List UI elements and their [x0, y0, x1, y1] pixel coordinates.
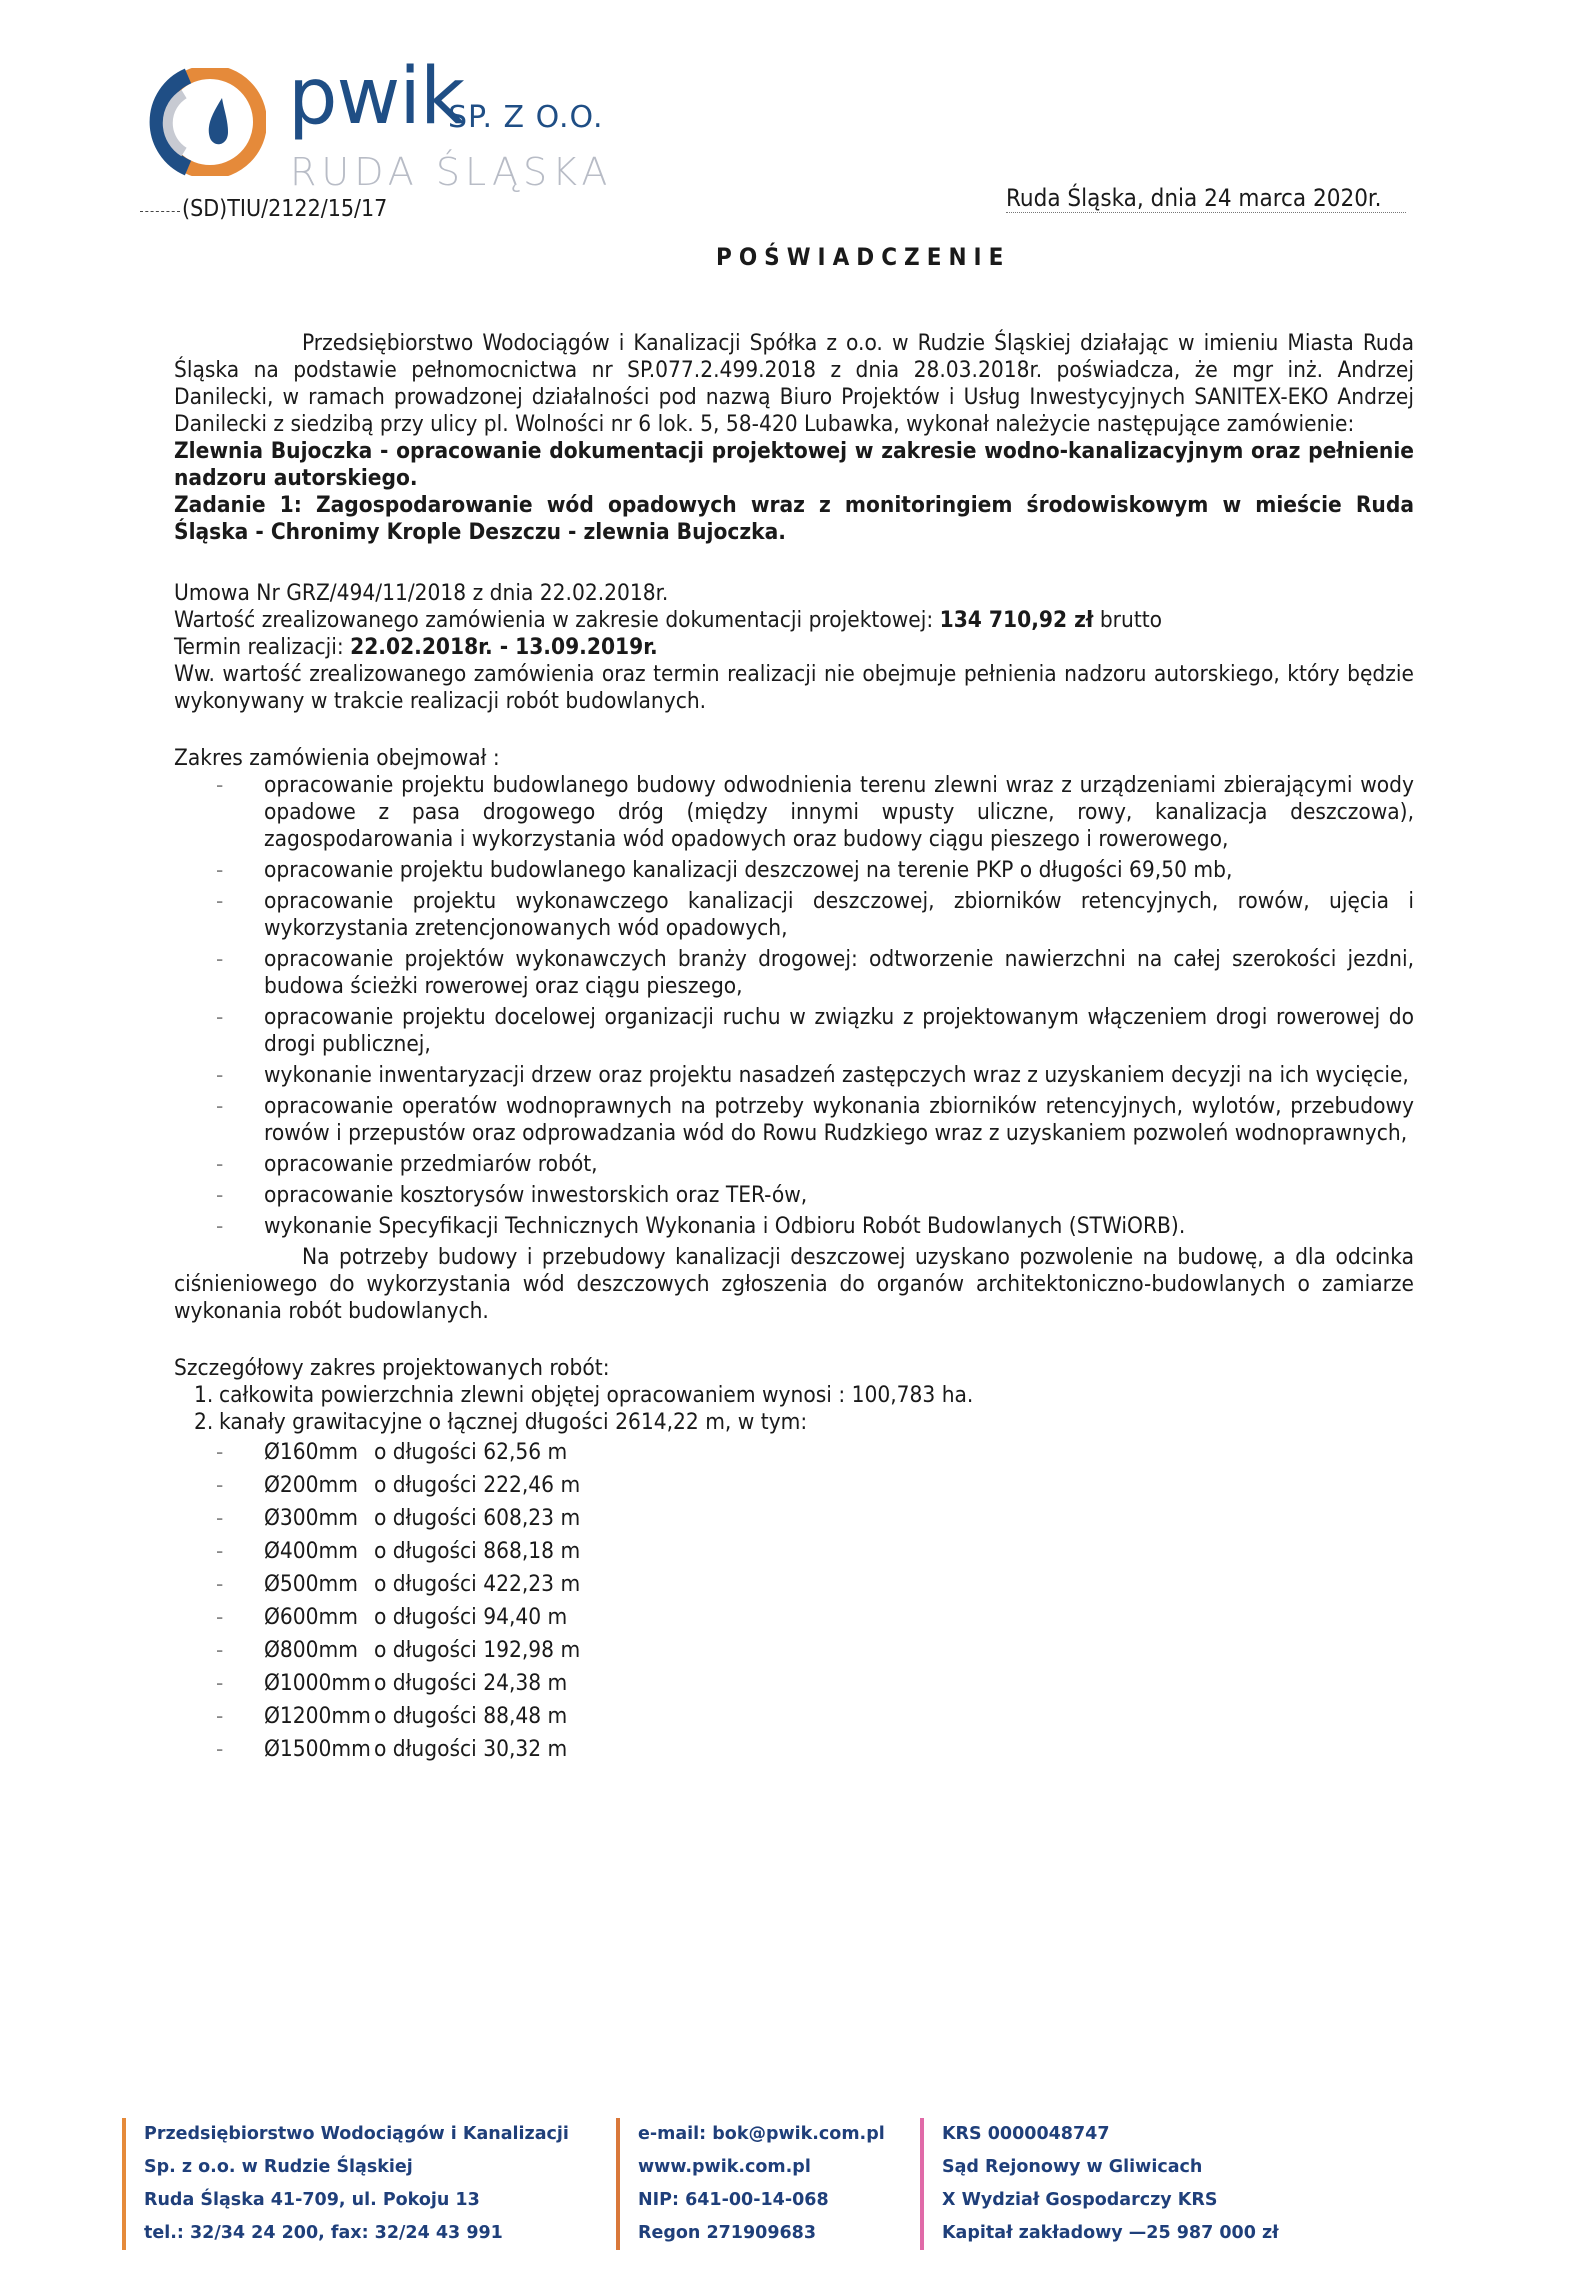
logo-wordmark: pwik [288, 52, 465, 142]
dash-bullet-icon: - [216, 1571, 224, 1597]
footer-company-address: Przedsiębiorstwo Wodociągów i Kanalizacji Sp. z o.o. w Rudzie Śląskiej Ruda Śląska 41-709, ul. Pokoju 13 tel.: 32/34 24 200, fax: 32/24 43 991 [122, 2118, 569, 2250]
contract-agreement: Umowa Nr GRZ/494/11/2018 z dnia 22.02.2018r. [174, 580, 669, 606]
dash-bullet-icon: - [216, 1004, 224, 1030]
dash-bullet-icon: - [216, 1182, 224, 1208]
pipe-row: - Ø1000mm o długości 24,38 m [174, 1667, 1414, 1700]
intro-paragraph: Przedsiębiorstwo Wodociągów i Kanalizacji Spółka z o.o. w Rudzie Śląskiej działając w imieniu Miasta Ruda Śląska na podstawie pełnomocnictwa nr SP.077.2.499.2018 z dnia 28.03.2018r. poświadcza, że mgr inż. Andrzej Danilecki, w ramach prowadzonej działalności pod nazwą Biuro Projektów i Usług Inwestycyjnych SANITEX-EKO Andrzej Danilecki z siedzibą przy ulicy pl. Wolności nr 6 lok. 5, 58-420 Lubawka, wykonał należycie następujące zamówienie: [174, 330, 1414, 437]
pipe-row: - Ø1500mm o długości 30,32 m [174, 1733, 1414, 1766]
details-item: 1. całkowita powierzchnia zlewni objętej opracowaniem wynosi : 100,783 ha. [194, 1382, 974, 1408]
scope-item: - opracowanie operatów wodnoprawnych na potrzeby wykonania zbiorników retencyjnych, wylotów, przebudowy rowów i przepustów oraz odprowadzania wód do Rowu Rudzkiego wraz z uzyskaniem pozwoleń wodnoprawnych, [216, 1093, 1414, 1146]
scope-item: - opracowanie projektów wykonawczych branży drogowej: odtworzenie nawierzchni na całej szerokości jezdni, budowa ścieżki rowerowej oraz ciągu pieszego, [216, 946, 1414, 999]
reference-number: (SD)TIU/2122/15/17 [182, 196, 388, 222]
permit-paragraph: Na potrzeby budowy i przebudowy kanalizacji deszczowej uzyskano pozwolenie na budowę, a dla odcinka ciśnieniowego do wykorzystania wód deszczowych zgłoszenia do organów architektoniczno-budowlanych o zamiarze wykonania robót budowlanych. [174, 1244, 1414, 1324]
footer-website-link[interactable]: www.pwik.com.pl [638, 2157, 811, 2177]
scope-heading: Zakres zamówienia obejmował : [174, 745, 500, 771]
scope-item: - opracowanie przedmiarów robót, [216, 1151, 598, 1177]
document-body [174, 330, 1414, 1766]
footer-registry: KRS 0000048747 Sąd Rejonowy w Gliwicach X Wydział Gospodarczy KRS Kapitał zakładowy —25 987 000 zł [920, 2118, 1279, 2250]
reference-leader-line [140, 211, 180, 212]
contract-term-label: Termin realizacji: [174, 634, 351, 660]
dash-bullet-icon: - [216, 1472, 224, 1498]
logo-company-suffix: SP. Z O.O. [448, 100, 604, 135]
scope-item: - wykonanie inwentaryzacji drzew oraz projektu nasadzeń zastępczych wraz z uzyskaniem decyzji na ich wycięcie, [216, 1062, 1409, 1088]
dash-bullet-icon: - [216, 1439, 224, 1465]
scope-item: - wykonanie Specyfikacji Technicznych Wykonania i Odbioru Robót Budowlanych (STWiORB). [216, 1213, 1186, 1239]
details-heading: Szczegółowy zakres projektowanych robót: [174, 1355, 610, 1381]
dash-bullet-icon: - [216, 857, 224, 883]
pipe-row: - Ø300mm o długości 608,23 m [174, 1502, 1414, 1535]
pipe-row: - Ø200mm o długości 222,46 m [174, 1469, 1414, 1502]
dash-bullet-icon: - [216, 1213, 224, 1239]
footer-contact: e-mail: bok@pwik.com.pl www.pwik.com.pl NIP: 641-00-14-068 Regon 271909683 [616, 2118, 885, 2250]
details-numbered-list [174, 1382, 1414, 1436]
dash-bullet-icon: - [216, 1637, 224, 1663]
dash-bullet-icon: - [216, 1538, 224, 1564]
scope-item: - opracowanie projektu wykonawczego kanalizacji deszczowej, zbiorników retencyjnych, rowów, ujęcia i wykorzystania zretencjonowanych wód opadowych, [216, 888, 1414, 941]
pipe-row: - Ø600mm o długości 94,40 m [174, 1601, 1414, 1634]
dash-bullet-icon: - [216, 1505, 224, 1531]
pipe-list [174, 1436, 1414, 1766]
dash-bullet-icon: - [216, 1062, 224, 1088]
pipe-row: - Ø400mm o długości 868,18 m [174, 1535, 1414, 1568]
dash-bullet-icon: - [216, 946, 224, 972]
scope-item: - opracowanie projektu budowlanego kanalizacji deszczowej na terenie PKP o długości 69,50 mb, [216, 857, 1233, 883]
scope-list [174, 772, 1414, 1240]
footer-email-link[interactable]: e-mail: bok@pwik.com.pl [638, 2124, 885, 2144]
pipe-row: - Ø160mm o długości 62,56 m [174, 1436, 1414, 1469]
dash-bullet-icon: - [216, 888, 224, 914]
dash-bullet-icon: - [216, 1736, 224, 1762]
pipe-row: - Ø800mm o długości 192,98 m [174, 1634, 1414, 1667]
scope-item: - opracowanie kosztorysów inwestorskich oraz TER-ów, [216, 1182, 808, 1208]
dash-bullet-icon: - [216, 1093, 224, 1119]
contract-value-amount: 134 710,92 zł [939, 607, 1094, 633]
task-title: Zadanie 1: Zagospodarowanie wód opadowych wraz z monitoringiem środowiskowym w mieście Ruda Śląska - Chronimy Krople Deszczu - zlewnia Bujoczka. [174, 492, 1414, 545]
pwik-logo-icon [148, 68, 266, 176]
scope-item: - opracowanie projektu budowlanego budowy odwodnienia terenu zlewni wraz z urządzeniami zbierającymi wody opadowe z pasa drogowego dróg (między innymi wpusty uliczne, rowy, kanalizacja deszczowa), zagospodarowania i wykorzystania wód opadowych oraz budowy ciągu pieszego i rowerowego, [216, 772, 1414, 852]
details-item: 2. kanały grawitacyjne o łącznej długości 2614,22 m, w tym: [194, 1409, 808, 1435]
logo-city: RUDA ŚLĄSKA [290, 150, 613, 194]
contract-value-suffix: brutto [1093, 607, 1163, 633]
dash-bullet-icon: - [216, 1604, 224, 1630]
dash-bullet-icon: - [216, 1151, 224, 1177]
dash-bullet-icon: - [216, 772, 224, 798]
contract-value [174, 607, 1414, 634]
contract-term [174, 634, 1414, 661]
document-title: POŚWIADCZENIE [716, 243, 1011, 271]
dash-bullet-icon: - [216, 1670, 224, 1696]
contract-note: Ww. wartość zrealizowanego zamówienia oraz termin realizacji nie obejmuje pełnienia nadzoru autorskiego, który będzie wykonywany w trakcie realizacji robót budowlanych. [174, 661, 1414, 714]
contract-term-value: 22.02.2018r. - 13.09.2019r. [350, 634, 658, 660]
pipe-row: - Ø1200mm o długości 88,48 m [174, 1700, 1414, 1733]
order-title: Zlewnia Bujoczka - opracowanie dokumentacji projektowej w zakresie wodno-kanalizacyjnym oraz pełnienie nadzoru autorskiego. [174, 438, 1414, 491]
document-date: Ruda Śląska, dnia 24 marca 2020r. [1006, 184, 1406, 213]
dash-bullet-icon: - [216, 1703, 224, 1729]
pipe-row: - Ø500mm o długości 422,23 m [174, 1568, 1414, 1601]
scope-item: - opracowanie projektu docelowej organizacji ruchu w związku z projektowanym włączeniem drogi rowerowej do drogi publicznej, [216, 1004, 1414, 1057]
contract-value-label: Wartość zrealizowanego zamówienia w zakresie dokumentacji projektowej: [174, 607, 940, 633]
